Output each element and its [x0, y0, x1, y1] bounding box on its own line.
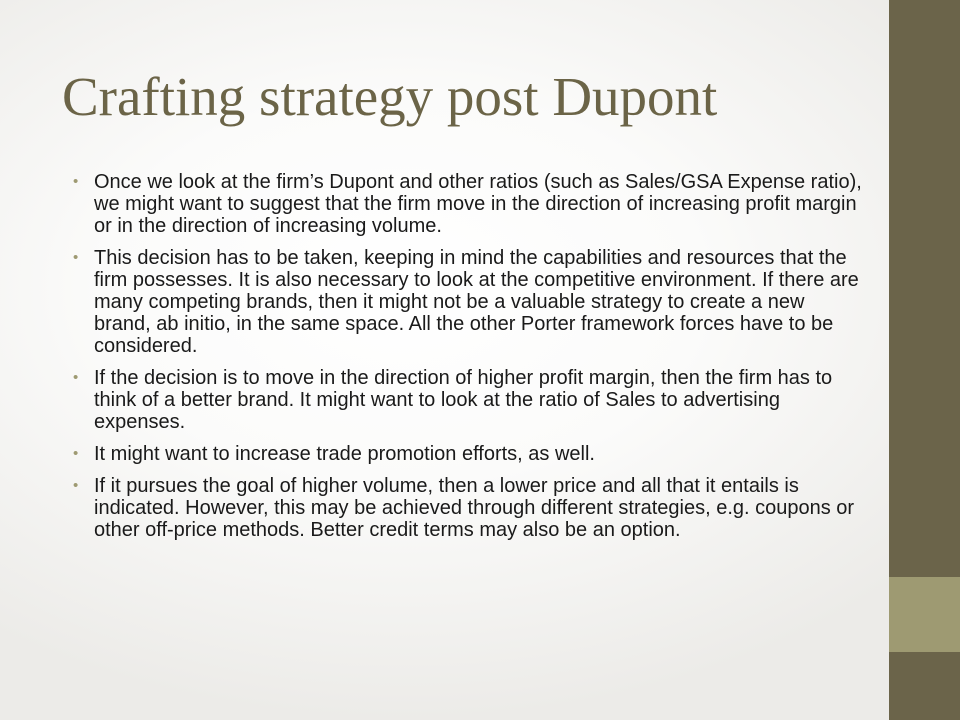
bullet-text: This decision has to be taken, keeping in mind the capabilities and resources that the firm possesses. It is also necessary to look at the competitive environment. If there are many competing brands, then it might not be a valuable strategy to create a new brand, ab initio, in the same space. All the other Porter framework forces have to be considered.: [94, 247, 859, 357]
bullet-text: If it pursues the goal of higher volume, then a lower price and all that it entails is indicated. However, this may be achieved through different strategies, e.g. coupons or other off-price methods. Better credit terms may also be an option.: [94, 475, 855, 541]
bullet-item-2: [73, 247, 863, 357]
bullet-icon: •: [73, 173, 79, 190]
bullet-icon: •: [73, 249, 79, 266]
bullet-icon: •: [73, 445, 79, 462]
bullet-item-5: [73, 475, 863, 541]
bullet-text: It might want to increase trade promotion efforts, as well.: [94, 443, 595, 465]
side-accent-block: [889, 577, 960, 652]
bullet-text: Once we look at the firm’s Dupont and other ratios (such as Sales/GSA Expense ratio), we might want to suggest that the firm move in the direction of increasing profit margin or in the direction of increasing volume.: [94, 171, 862, 237]
bullet-item-3: [73, 367, 863, 433]
bullet-icon: •: [73, 477, 79, 494]
slide-title: Crafting strategy post Dupont: [62, 66, 718, 127]
bullet-list: [73, 171, 863, 551]
bullet-item-4: [73, 443, 863, 465]
bullet-icon: •: [73, 369, 79, 386]
bullet-item-1: [73, 171, 863, 237]
bullet-text: If the decision is to move in the direction of higher profit margin, then the firm has to think of a better brand. It might want to look at the ratio of Sales to advertising expenses.: [94, 367, 833, 433]
